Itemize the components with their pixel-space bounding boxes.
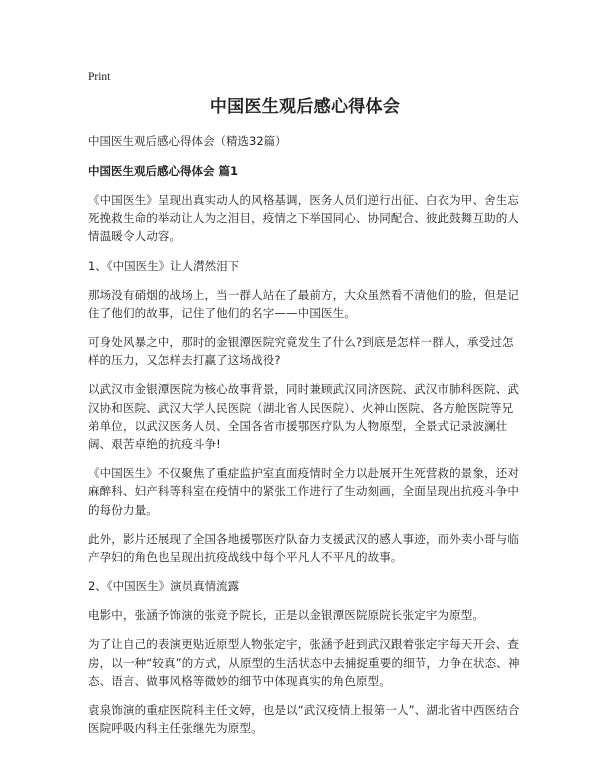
section-heading: 中国医生观后感心得体会 篇1 xyxy=(88,164,239,178)
document-page xyxy=(88,70,522,748)
paragraph: 袁泉饰演的重症医院科主任文婷，也是以“武汉疫情上报第一人”、湖北省中西医结合医院呼吸内科主任张继先为原型。 xyxy=(88,703,520,736)
subheading-2: 2、《中国医生》演员真情流露 xyxy=(88,579,240,594)
subheading-1: 1、《中国医生》让人潸然泪下 xyxy=(88,258,240,273)
paragraph: 《中国医生》不仅聚焦了重症监护室直面疫情时全力以赴展开生死营救的景象，还对麻醉科、妇产科等科室在疫情中的紧张工作进行了生动刻画，全面呈现出抗疫斗争中的每份力量。 xyxy=(88,466,520,517)
paragraph: 可身处风暴之中，那时的金银潭医院究竟发生了什么?到底是怎样一群人，承受过怎样的压力，又怎样去打赢了这场战役? xyxy=(88,335,514,368)
paragraph: 电影中，张涵予饰演的张竞予院长，正是以金银潭医院原院长张定宇为原型。 xyxy=(88,608,485,623)
paragraph: 那场没有硝烟的战场上，当一群人站在了最前方，大众虽然看不清他们的脸，但是记住了他们的故事，记住了他们的名字——中国医生。 xyxy=(88,287,520,320)
paragraph-intro: 《中国医生》呈现出真实动人的风格基调，医务人员们逆行出征、白衣为甲、舍生忘死挽救生命的举动让人为之泪目，疫情之下举国同心、协同配合、彼此鼓舞互助的人情温暖令人动容。 xyxy=(88,193,520,244)
print-link[interactable]: Print xyxy=(88,71,111,83)
document-subtitle: 中国医生观后感心得体会（精选32篇） xyxy=(88,134,287,148)
paragraph: 以武汉市金银潭医院为核心故事背景，同时兼顾武汉同济医院、武汉市肺科医院、武汉协和医院、武汉大学人民医院（湖北省人民医院）、火神山医院、各方舱医院等兄弟单位，以武汉医务人员、全国各省市援鄂医疗队为人物原型，全景式记录波澜壮阔、艰苦卓绝的抗疫斗争! xyxy=(88,382,520,452)
document-title: 中国医生观后感心得体会 xyxy=(209,97,401,117)
paragraph: 为了让自己的表演更贴近原型人物张定宇，张涵予赶到武汉跟着张定宇每天开会、查房，以一种“较真”的方式，从原型的生活状态中去捕捉重要的细节，力争在状态、神态、语言、做事风格等微妙的细节中体现真实的角色原型。 xyxy=(88,637,520,688)
paragraph: 此外，影片还展现了全国各地援鄂医疗队奋力支援武汉的感人事迹，而外卖小哥与临产孕妇的角色也呈现出抗疫战线中每个平凡人不平凡的故事。 xyxy=(88,531,520,565)
